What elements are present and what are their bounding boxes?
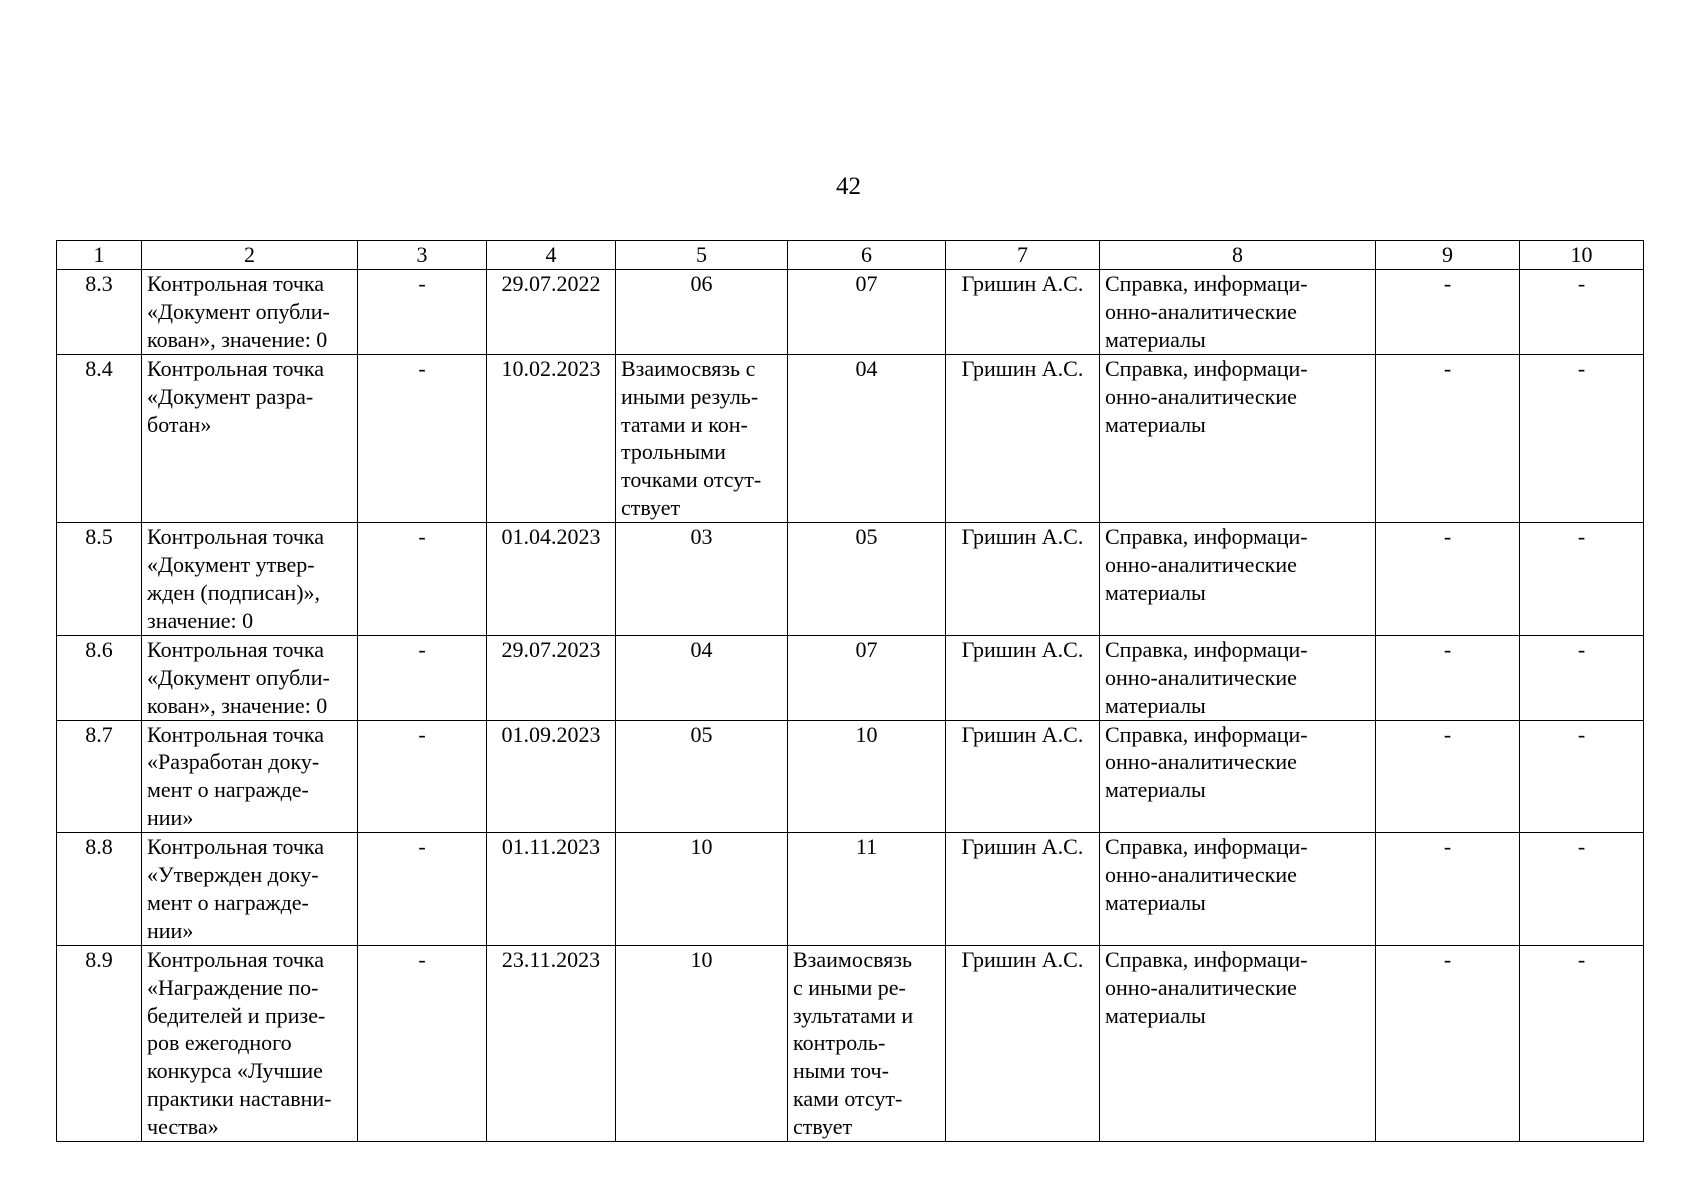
column-header: 1: [57, 241, 142, 270]
row-number: 8.5: [57, 523, 142, 636]
cell-col9: -: [1376, 354, 1520, 522]
cell-col6: 10: [788, 720, 946, 833]
cell-col6: Взаимосвязь с иными ре- зультатами и контроль- ными точ- ками отсут- ствует: [788, 945, 946, 1141]
table-row: [57, 720, 1644, 833]
cell-col9: -: [1376, 523, 1520, 636]
row-number: 8.7: [57, 720, 142, 833]
cell-col5: 06: [616, 270, 788, 355]
control-point-name: Контрольная точка «Документ разра- ботан»: [142, 354, 358, 522]
column-header: 10: [1520, 241, 1644, 270]
cell-col6: 07: [788, 270, 946, 355]
cell-col9: -: [1376, 833, 1520, 946]
document-type: Справка, информаци- онно-аналитические материалы: [1100, 833, 1376, 946]
responsible-person: Гришин А.С.: [946, 354, 1100, 522]
column-header: 3: [358, 241, 487, 270]
responsible-person: Гришин А.С.: [946, 945, 1100, 1141]
control-point-name: Контрольная точка «Разработан доку- мент о награжде- нии»: [142, 720, 358, 833]
column-header: 8: [1100, 241, 1376, 270]
column-header: 2: [142, 241, 358, 270]
cell-col6: 07: [788, 635, 946, 720]
row-number: 8.9: [57, 945, 142, 1141]
column-header: 6: [788, 241, 946, 270]
cell-col5: 03: [616, 523, 788, 636]
control-point-name: Контрольная точка «Документ утвер- жден (подписан)», значение: 0: [142, 523, 358, 636]
row-number: 8.6: [57, 635, 142, 720]
cell-col5: 10: [616, 833, 788, 946]
document-type: Справка, информаци- онно-аналитические материалы: [1100, 523, 1376, 636]
document-type: Справка, информаци- онно-аналитические материалы: [1100, 720, 1376, 833]
deadline-date: 23.11.2023: [487, 945, 616, 1141]
cell-col10: -: [1520, 720, 1644, 833]
control-point-name: Контрольная точка «Документ опубли- кован», значение: 0: [142, 635, 358, 720]
table-row: [57, 270, 1644, 355]
row-number: 8.3: [57, 270, 142, 355]
deadline-date: 01.11.2023: [487, 833, 616, 946]
control-point-name: Контрольная точка «Награждение по- бедителей и призе- ров ежегодного конкурса «Лучшие практики наставни- чества»: [142, 945, 358, 1141]
cell-col10: -: [1520, 270, 1644, 355]
cell-col3: -: [358, 354, 487, 522]
document-type: Справка, информаци- онно-аналитические материалы: [1100, 635, 1376, 720]
column-header: 4: [487, 241, 616, 270]
cell-col3: -: [358, 945, 487, 1141]
control-points-table: [56, 240, 1644, 1142]
cell-col3: -: [358, 720, 487, 833]
cell-col6: 04: [788, 354, 946, 522]
responsible-person: Гришин А.С.: [946, 523, 1100, 636]
deadline-date: 29.07.2023: [487, 635, 616, 720]
cell-col6: 05: [788, 523, 946, 636]
row-number: 8.8: [57, 833, 142, 946]
cell-col5: 10: [616, 945, 788, 1141]
responsible-person: Гришин А.С.: [946, 833, 1100, 946]
table-header-row: [57, 241, 1644, 270]
document-type: Справка, информаци- онно-аналитические материалы: [1100, 945, 1376, 1141]
column-header: 9: [1376, 241, 1520, 270]
cell-col5: Взаимосвязь с иными резуль- татами и кон- трольными точками отсут- ствует: [616, 354, 788, 522]
cell-col6: 11: [788, 833, 946, 946]
cell-col3: -: [358, 833, 487, 946]
responsible-person: Гришин А.С.: [946, 635, 1100, 720]
cell-col5: 04: [616, 635, 788, 720]
deadline-date: 10.02.2023: [487, 354, 616, 522]
table-row: [57, 523, 1644, 636]
cell-col9: -: [1376, 945, 1520, 1141]
cell-col10: -: [1520, 523, 1644, 636]
control-point-name: Контрольная точка «Документ опубли- кован», значение: 0: [142, 270, 358, 355]
cell-col5: 05: [616, 720, 788, 833]
row-number: 8.4: [57, 354, 142, 522]
cell-col3: -: [358, 635, 487, 720]
cell-col10: -: [1520, 354, 1644, 522]
cell-col10: -: [1520, 945, 1644, 1141]
document-type: Справка, информаци- онно-аналитические материалы: [1100, 354, 1376, 522]
document-type: Справка, информаци- онно-аналитические материалы: [1100, 270, 1376, 355]
deadline-date: 01.04.2023: [487, 523, 616, 636]
deadline-date: 29.07.2022: [487, 270, 616, 355]
cell-col3: -: [358, 270, 487, 355]
table-row: [57, 833, 1644, 946]
page-number: 42: [836, 173, 861, 200]
deadline-date: 01.09.2023: [487, 720, 616, 833]
responsible-person: Гришин А.С.: [946, 270, 1100, 355]
cell-col9: -: [1376, 720, 1520, 833]
column-header: 7: [946, 241, 1100, 270]
cell-col9: -: [1376, 270, 1520, 355]
responsible-person: Гришин А.С.: [946, 720, 1100, 833]
table-row: [57, 635, 1644, 720]
control-point-name: Контрольная точка «Утвержден доку- мент о награжде- нии»: [142, 833, 358, 946]
table-row: [57, 945, 1644, 1141]
table-row: [57, 354, 1644, 522]
cell-col9: -: [1376, 635, 1520, 720]
cell-col10: -: [1520, 833, 1644, 946]
column-header: 5: [616, 241, 788, 270]
cell-col3: -: [358, 523, 487, 636]
cell-col10: -: [1520, 635, 1644, 720]
